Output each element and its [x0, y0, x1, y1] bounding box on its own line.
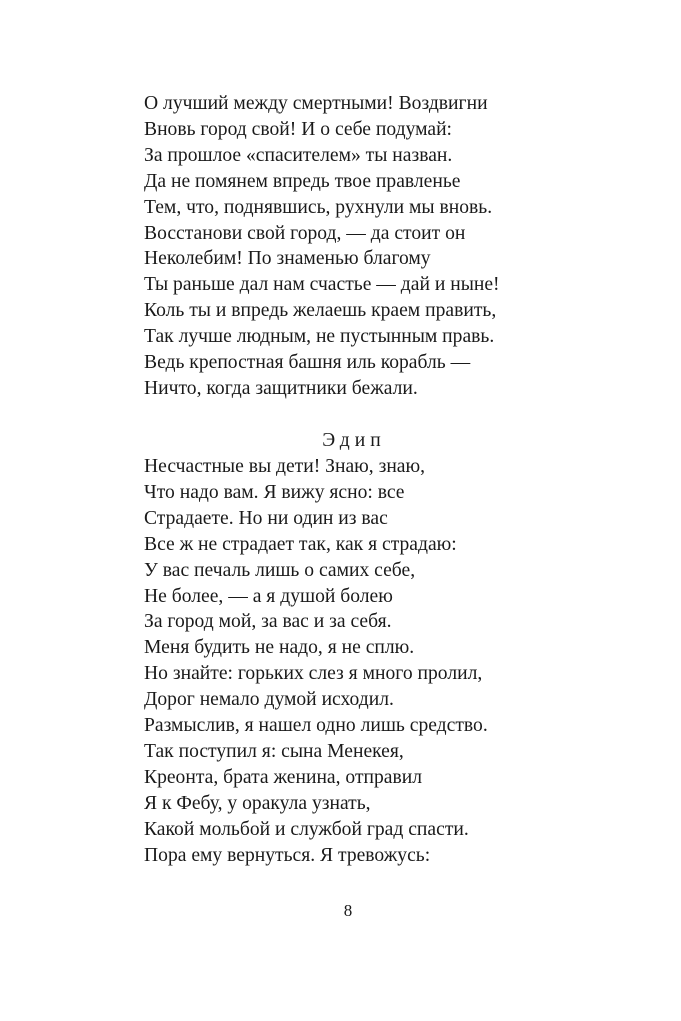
verse-line: Коль ты и впредь желаешь краем править,	[144, 300, 497, 322]
verse-line: Я к Фебу, у оракула узнать,	[144, 792, 371, 814]
verse-line: Неколебим! По знаменью благому	[144, 248, 431, 270]
verse-line: Так поступил я: сына Менекея,	[144, 740, 404, 762]
verse-line: Но знайте: горьких слез я много пролил,	[144, 663, 483, 685]
verse-line: Ведь крепостная башня иль корабль —	[144, 352, 471, 374]
chorus-stanza	[144, 91, 614, 402]
verse-line: Да не помянем впредь твое правленье	[144, 170, 461, 192]
verse-line: Восстанови свой город, — да стоит он	[144, 222, 466, 244]
verse-line: За прошлое «спасителем» ты назван.	[144, 144, 453, 166]
verse-line: Размыслив, я нашел одно лишь средство.	[144, 715, 488, 737]
verse-line: Какой мольбой и службой град спасти.	[144, 818, 469, 840]
speaker-name	[0, 428, 681, 454]
verse-line: За город мой, за вас и за себя.	[144, 611, 392, 633]
verse-line: У вас печаль лишь о самих себе,	[144, 559, 416, 581]
verse-line: Не более, — а я душой болею	[144, 585, 393, 607]
oedipus-stanza	[144, 454, 614, 869]
verse-line: Тем, что, поднявшись, рухнули мы вновь.	[144, 196, 493, 218]
verse-line: Ты раньше дал нам счастье — дай и ныне!	[144, 274, 500, 296]
verse-line: Все ж не страдает так, как я страдаю:	[144, 533, 457, 555]
page-number-label: 8	[343, 901, 353, 920]
verse-line: Дорог немало думой исходил.	[144, 689, 394, 711]
verse-line: Вновь город свой! И о себе подумай:	[144, 118, 452, 140]
verse-line: Так лучше людным, не пустынным правь.	[144, 326, 495, 348]
page-number	[0, 900, 681, 922]
verse-line: Пора ему вернуться. Я тревожусь:	[144, 844, 431, 866]
speaker-label: Эдип	[322, 430, 386, 451]
verse-line: Несчастные вы дети! Знаю, знаю,	[144, 456, 426, 477]
verse-line: Меня будить не надо, я не сплю.	[144, 637, 415, 659]
verse-line: Что надо вам. Я вижу ясно: все	[144, 481, 405, 503]
verse-line: Ничто, когда защитники бежали.	[144, 377, 418, 399]
verse-line: Страдаете. Но ни один из вас	[144, 507, 388, 529]
verse-line: О лучший между смертными! Воздвигни	[144, 93, 488, 114]
verse-line: Креонта, брата женина, отправил	[144, 766, 423, 788]
